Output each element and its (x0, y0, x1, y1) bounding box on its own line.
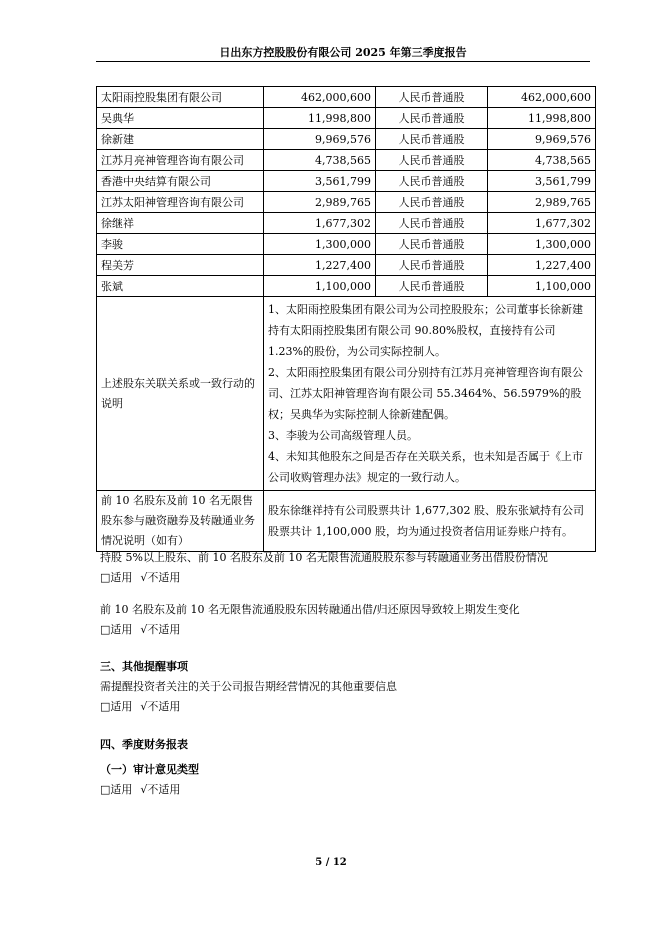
lending-options (100, 568, 548, 588)
share-quantity-cell: 11,998,800 (488, 108, 596, 129)
holder-name-cell: 江苏月亮神管理咨询有限公司 (97, 150, 264, 171)
share-type-cell: 人民币普通股 (376, 171, 488, 192)
reminder-text: 需提醒投资者关注的关于公司报告期经营情况的其他重要信息 (100, 680, 397, 693)
share-quantity-cell: 3,561,799 (488, 171, 596, 192)
holder-name-cell: 香港中央结算有限公司 (97, 171, 264, 192)
holder-name-cell: 太阳雨控股集团有限公司 (97, 87, 264, 108)
share-quantity-cell: 462,000,600 (488, 87, 596, 108)
table-row (97, 150, 596, 171)
share-quantity-cell: 1,227,400 (488, 255, 596, 276)
shares-held-cell: 1,677,302 (264, 213, 376, 234)
header-divider (96, 61, 590, 62)
relation-description (264, 297, 596, 491)
holder-name-cell: 吴典华 (97, 108, 264, 129)
shares-held-cell: 1,227,400 (264, 255, 376, 276)
holder-name-cell: 江苏太阳神管理咨询有限公司 (97, 192, 264, 213)
change-title: 前 10 名股东及前 10 名无限售流通股股东因转融通出借/归还原因导致较上期发生变化 (100, 603, 520, 616)
margin-label: 前 10 名股东及前 10 名无限售股东参与融资融券及转融通业务情况说明（如有） (97, 491, 264, 552)
applicable-checkbox: □适用 (100, 783, 133, 796)
holder-name-cell: 徐继祥 (97, 213, 264, 234)
table-row (97, 276, 596, 297)
report-header: 日出东方控股股份有限公司 2025 年第三季度报告 (219, 46, 467, 59)
shares-held-cell: 3,561,799 (264, 171, 376, 192)
shares-held-cell: 462,000,600 (264, 87, 376, 108)
table-row (97, 171, 596, 192)
share-quantity-cell: 1,100,000 (488, 276, 596, 297)
relation-item: 2、太阳雨控股集团有限公司分别持有江苏月亮神管理咨询有限公司、江苏太阳神管理咨询有限公司 55.3464%、56.5979%的股权；吴典华为实际控制人徐新建配偶。 (268, 366, 583, 421)
margin-row (97, 491, 596, 552)
change-section (100, 600, 520, 640)
share-type-cell: 人民币普通股 (376, 192, 488, 213)
relation-label: 上述股东关联关系或一致行动的说明 (97, 297, 264, 491)
reminder-options (100, 697, 397, 717)
share-type-cell: 人民币普通股 (376, 108, 488, 129)
not-applicable-checkbox: √不适用 (140, 700, 181, 713)
change-options (100, 620, 520, 640)
share-type-cell: 人民币普通股 (376, 87, 488, 108)
applicable-checkbox: □适用 (100, 700, 133, 713)
share-quantity-cell: 1,300,000 (488, 234, 596, 255)
share-type-cell: 人民币普通股 (376, 255, 488, 276)
financial-heading: 四、季度财务报表 (100, 738, 188, 751)
shares-held-cell: 1,100,000 (264, 276, 376, 297)
share-type-cell: 人民币普通股 (376, 129, 488, 150)
share-type-cell: 人民币普通股 (376, 213, 488, 234)
financial-section (100, 735, 199, 800)
margin-description: 股东徐继祥持有公司股票共计 1,677,302 股、股东张斌持有公司股票共计 1,100,000 股，均为通过投资者信用证券账户持有。 (264, 491, 596, 552)
shares-held-cell: 1,300,000 (264, 234, 376, 255)
applicable-checkbox: □适用 (100, 623, 133, 636)
holder-name-cell: 程美芳 (97, 255, 264, 276)
table-row (97, 192, 596, 213)
applicable-checkbox: □适用 (100, 571, 133, 584)
holder-name-cell: 张斌 (97, 276, 264, 297)
share-quantity-cell: 2,989,765 (488, 192, 596, 213)
relation-item: 1、太阳雨控股集团有限公司为公司控股股东；公司董事长徐新建持有太阳雨控股集团有限公司 90.80%股权，直接持有公司 1.23%的股份，为公司实际控制人。 (268, 303, 583, 358)
relation-row (97, 297, 596, 491)
table-row (97, 234, 596, 255)
lending-section (100, 548, 548, 588)
relation-item: 3、李骏为公司高级管理人员。 (268, 429, 418, 442)
table-row (97, 87, 596, 108)
page-number: 5 / 12 (315, 857, 347, 868)
shares-held-cell: 9,969,576 (264, 129, 376, 150)
relation-item: 4、未知其他股东之间是否存在关联关系，也未知是否属于《上市公司收购管理办法》规定的一致行动人。 (268, 450, 583, 484)
table-row (97, 213, 596, 234)
reminder-section (100, 657, 397, 717)
holder-name-cell: 李骏 (97, 234, 264, 255)
reminder-heading: 三、其他提醒事项 (100, 660, 188, 673)
not-applicable-checkbox: √不适用 (140, 623, 181, 636)
audit-options (100, 780, 199, 800)
table-row (97, 255, 596, 276)
audit-opinion-heading: （一）审计意见类型 (100, 763, 199, 776)
shares-held-cell: 2,989,765 (264, 192, 376, 213)
not-applicable-checkbox: √不适用 (140, 571, 181, 584)
lending-title: 持股 5%以上股东、前 10 名股东及前 10 名无限售流通股股东参与转融通业务出借股份情况 (100, 551, 548, 564)
shareholders-table (96, 86, 596, 552)
share-type-cell: 人民币普通股 (376, 234, 488, 255)
table-row (97, 108, 596, 129)
share-type-cell: 人民币普通股 (376, 150, 488, 171)
table-row (97, 129, 596, 150)
share-type-cell: 人民币普通股 (376, 276, 488, 297)
holder-name-cell: 徐新建 (97, 129, 264, 150)
shares-held-cell: 11,998,800 (264, 108, 376, 129)
share-quantity-cell: 4,738,565 (488, 150, 596, 171)
share-quantity-cell: 9,969,576 (488, 129, 596, 150)
share-quantity-cell: 1,677,302 (488, 213, 596, 234)
not-applicable-checkbox: √不适用 (140, 783, 181, 796)
shares-held-cell: 4,738,565 (264, 150, 376, 171)
